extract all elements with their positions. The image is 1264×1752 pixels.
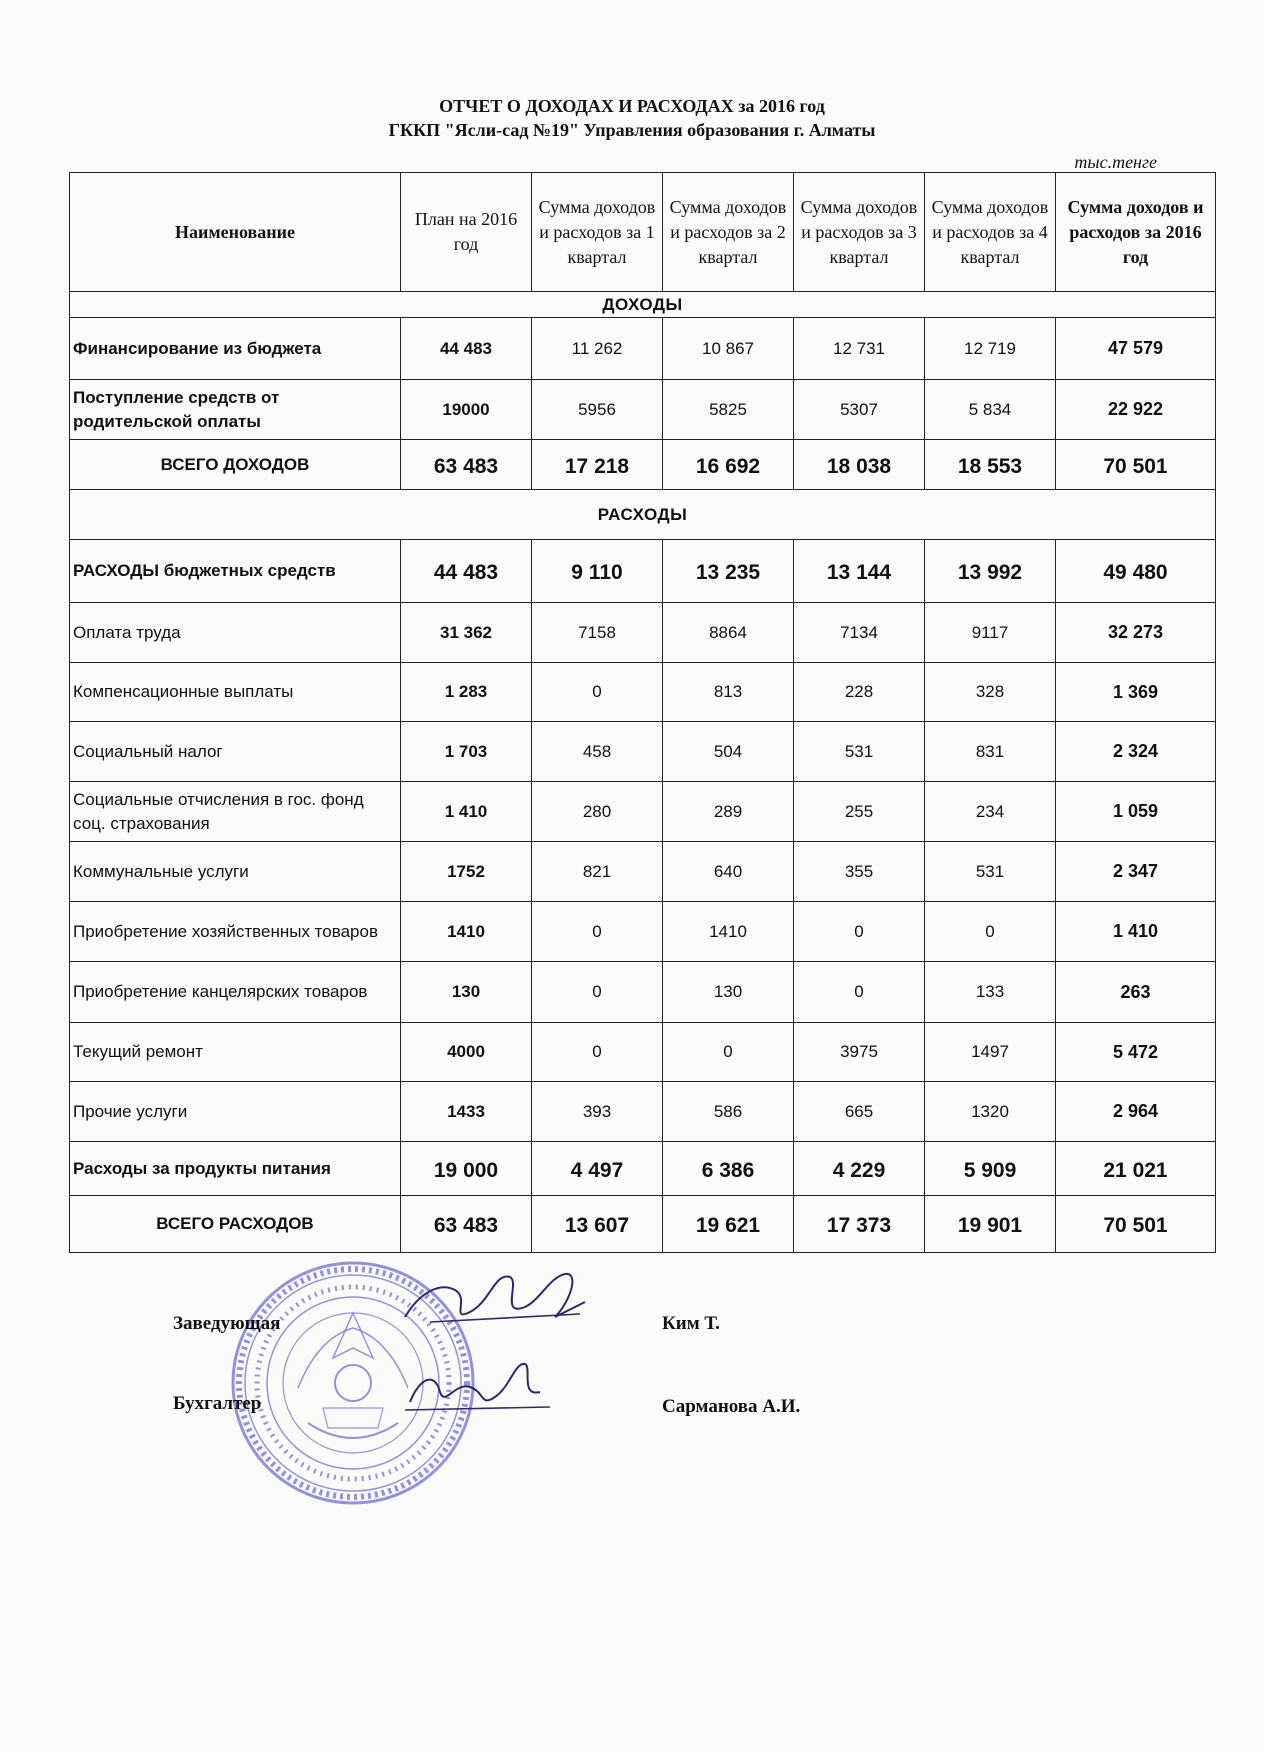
title-line-1: ОТЧЕТ О ДОХОДАХ И РАСХОДАХ за 2016 год: [439, 96, 825, 116]
cell-q4: 531: [925, 842, 1056, 902]
head-signature-icon: [400, 1262, 590, 1342]
row-name: Финансирование из бюджета: [70, 318, 401, 380]
cell-year: 2 324: [1056, 722, 1216, 782]
cell-q1: 11 262: [532, 318, 663, 380]
row-name: РАСХОДЫ бюджетных средств: [70, 540, 401, 603]
table-row: [70, 663, 1216, 722]
cell-plan: 4000: [401, 1023, 532, 1082]
cell-q2: 19 621: [663, 1196, 794, 1253]
cell-q4: 9117: [925, 603, 1056, 663]
cell-q4: 0: [925, 902, 1056, 962]
cell-plan: 1752: [401, 842, 532, 902]
table-row: [70, 842, 1216, 902]
table-row: [70, 1023, 1216, 1082]
cell-q4: 5 834: [925, 380, 1056, 440]
row-name: Коммунальные услуги: [70, 842, 401, 902]
cell-q2: 289: [663, 782, 794, 842]
row-name: ВСЕГО ДОХОДОВ: [70, 440, 401, 490]
cell-q1: 5956: [532, 380, 663, 440]
cell-plan: 1 283: [401, 663, 532, 722]
cell-year: 1 410: [1056, 902, 1216, 962]
row-name: Компенсационные выплаты: [70, 663, 401, 722]
cell-q1: 393: [532, 1082, 663, 1142]
accountant-name: Сарманова А.И.: [662, 1396, 801, 1417]
row-name: Приобретение хозяйственных товаров: [70, 902, 401, 962]
title-line-2: ГККП "Ясли-сад №19" Управления образования г. Алматы: [388, 120, 876, 140]
cell-plan: 44 483: [401, 540, 532, 603]
income-total-row: [70, 440, 1216, 490]
cell-q2: 813: [663, 663, 794, 722]
col-header-q2: Сумма доходов и расходов за 2 квартал: [663, 173, 794, 292]
cell-q4: 1497: [925, 1023, 1056, 1082]
cell-q4: 831: [925, 722, 1056, 782]
cell-plan: 19000: [401, 380, 532, 440]
cell-q4: 234: [925, 782, 1056, 842]
cell-q4: 18 553: [925, 440, 1056, 490]
cell-q3: 228: [794, 663, 925, 722]
cell-q1: 280: [532, 782, 663, 842]
cell-q3: 13 144: [794, 540, 925, 603]
cell-q2: 586: [663, 1082, 794, 1142]
cell-q4: 1320: [925, 1082, 1056, 1142]
cell-plan: 63 483: [401, 440, 532, 490]
section-expenses: РАСХОДЫ: [70, 490, 1216, 540]
accountant-title: Бухгалтер: [173, 1393, 262, 1414]
cell-plan: 1410: [401, 902, 532, 962]
row-name: Социальный налог: [70, 722, 401, 782]
report-table: [69, 172, 1216, 1253]
cell-q3: 0: [794, 962, 925, 1023]
table-row: [70, 318, 1216, 380]
section-row-income: [70, 292, 1216, 318]
cell-q4: 133: [925, 962, 1056, 1023]
cell-q2: 10 867: [663, 318, 794, 380]
accountant-signature-icon: [400, 1352, 560, 1422]
head-name: Ким Т.: [662, 1313, 720, 1334]
food-expenses-row: [70, 1142, 1216, 1196]
cell-year: 70 501: [1056, 440, 1216, 490]
cell-q1: 821: [532, 842, 663, 902]
cell-q2: 1410: [663, 902, 794, 962]
cell-q4: 5 909: [925, 1142, 1056, 1196]
cell-q3: 0: [794, 902, 925, 962]
cell-year: 5 472: [1056, 1023, 1216, 1082]
cell-q3: 255: [794, 782, 925, 842]
cell-plan: 1 703: [401, 722, 532, 782]
cell-q4: 328: [925, 663, 1056, 722]
col-header-year: Сумма доходов и расходов за 2016 год: [1056, 173, 1216, 292]
cell-year: 2 964: [1056, 1082, 1216, 1142]
cell-year: 47 579: [1056, 318, 1216, 380]
cell-q2: 6 386: [663, 1142, 794, 1196]
cell-q3: 5307: [794, 380, 925, 440]
unit-label: тыс.тенге: [1074, 152, 1157, 172]
cell-q4: 13 992: [925, 540, 1056, 603]
cell-year: 70 501: [1056, 1196, 1216, 1253]
cell-q2: 13 235: [663, 540, 794, 603]
row-name: Поступление средств от родительской оплаты: [70, 380, 401, 440]
cell-q4: 19 901: [925, 1196, 1056, 1253]
cell-year: 2 347: [1056, 842, 1216, 902]
cell-q2: 16 692: [663, 440, 794, 490]
cell-q2: 0: [663, 1023, 794, 1082]
row-name: Приобретение канцелярских товаров: [70, 962, 401, 1023]
head-title: Заведующая: [173, 1313, 281, 1334]
cell-year: 21 021: [1056, 1142, 1216, 1196]
col-header-name: Наименование: [70, 173, 401, 292]
table-row: [70, 902, 1216, 962]
table-row: [70, 1082, 1216, 1142]
expense-total-row: [70, 1196, 1216, 1253]
col-header-plan: План на 2016 год: [401, 173, 532, 292]
col-header-q1: Сумма доходов и расходов за 1 квартал: [532, 173, 663, 292]
budget-expenses-row: [70, 540, 1216, 603]
cell-q4: 12 719: [925, 318, 1056, 380]
cell-q3: 7134: [794, 603, 925, 663]
col-header-q3: Сумма доходов и расходов за 3 квартал: [794, 173, 925, 292]
cell-year: 22 922: [1056, 380, 1216, 440]
cell-year: 1 369: [1056, 663, 1216, 722]
cell-q1: 13 607: [532, 1196, 663, 1253]
cell-q1: 7158: [532, 603, 663, 663]
header-row: [70, 173, 1216, 292]
cell-plan: 130: [401, 962, 532, 1023]
report-title: [0, 94, 1264, 142]
cell-plan: 44 483: [401, 318, 532, 380]
cell-q3: 665: [794, 1082, 925, 1142]
cell-year: 49 480: [1056, 540, 1216, 603]
table-row: [70, 603, 1216, 663]
cell-plan: 1 410: [401, 782, 532, 842]
cell-year: 263: [1056, 962, 1216, 1023]
cell-q3: 3975: [794, 1023, 925, 1082]
cell-plan: 1433: [401, 1082, 532, 1142]
section-row-expenses: [70, 490, 1216, 540]
row-name: ВСЕГО РАСХОДОВ: [70, 1196, 401, 1253]
cell-q2: 504: [663, 722, 794, 782]
row-name: Расходы за продукты питания: [70, 1142, 401, 1196]
section-income: ДОХОДЫ: [70, 292, 1216, 318]
table-row: [70, 380, 1216, 440]
cell-year: 32 273: [1056, 603, 1216, 663]
table-row: [70, 782, 1216, 842]
cell-q2: 640: [663, 842, 794, 902]
cell-q3: 531: [794, 722, 925, 782]
table-row: [70, 962, 1216, 1023]
cell-q1: 9 110: [532, 540, 663, 603]
cell-q3: 18 038: [794, 440, 925, 490]
cell-q1: 458: [532, 722, 663, 782]
cell-q2: 130: [663, 962, 794, 1023]
cell-plan: 63 483: [401, 1196, 532, 1253]
table-row: [70, 722, 1216, 782]
cell-q1: 0: [532, 663, 663, 722]
cell-q2: 5825: [663, 380, 794, 440]
cell-q3: 17 373: [794, 1196, 925, 1253]
cell-plan: 19 000: [401, 1142, 532, 1196]
cell-q2: 8864: [663, 603, 794, 663]
cell-plan: 31 362: [401, 603, 532, 663]
row-name: Прочие услуги: [70, 1082, 401, 1142]
cell-year: 1 059: [1056, 782, 1216, 842]
cell-q3: 4 229: [794, 1142, 925, 1196]
row-name: Текущий ремонт: [70, 1023, 401, 1082]
row-name: Оплата труда: [70, 603, 401, 663]
cell-q1: 0: [532, 962, 663, 1023]
cell-q3: 12 731: [794, 318, 925, 380]
cell-q1: 4 497: [532, 1142, 663, 1196]
cell-q1: 17 218: [532, 440, 663, 490]
cell-q1: 0: [532, 1023, 663, 1082]
row-name: Социальные отчисления в гос. фонд соц. страхования: [70, 782, 401, 842]
cell-q3: 355: [794, 842, 925, 902]
col-header-q4: Сумма доходов и расходов за 4 квартал: [925, 173, 1056, 292]
cell-q1: 0: [532, 902, 663, 962]
